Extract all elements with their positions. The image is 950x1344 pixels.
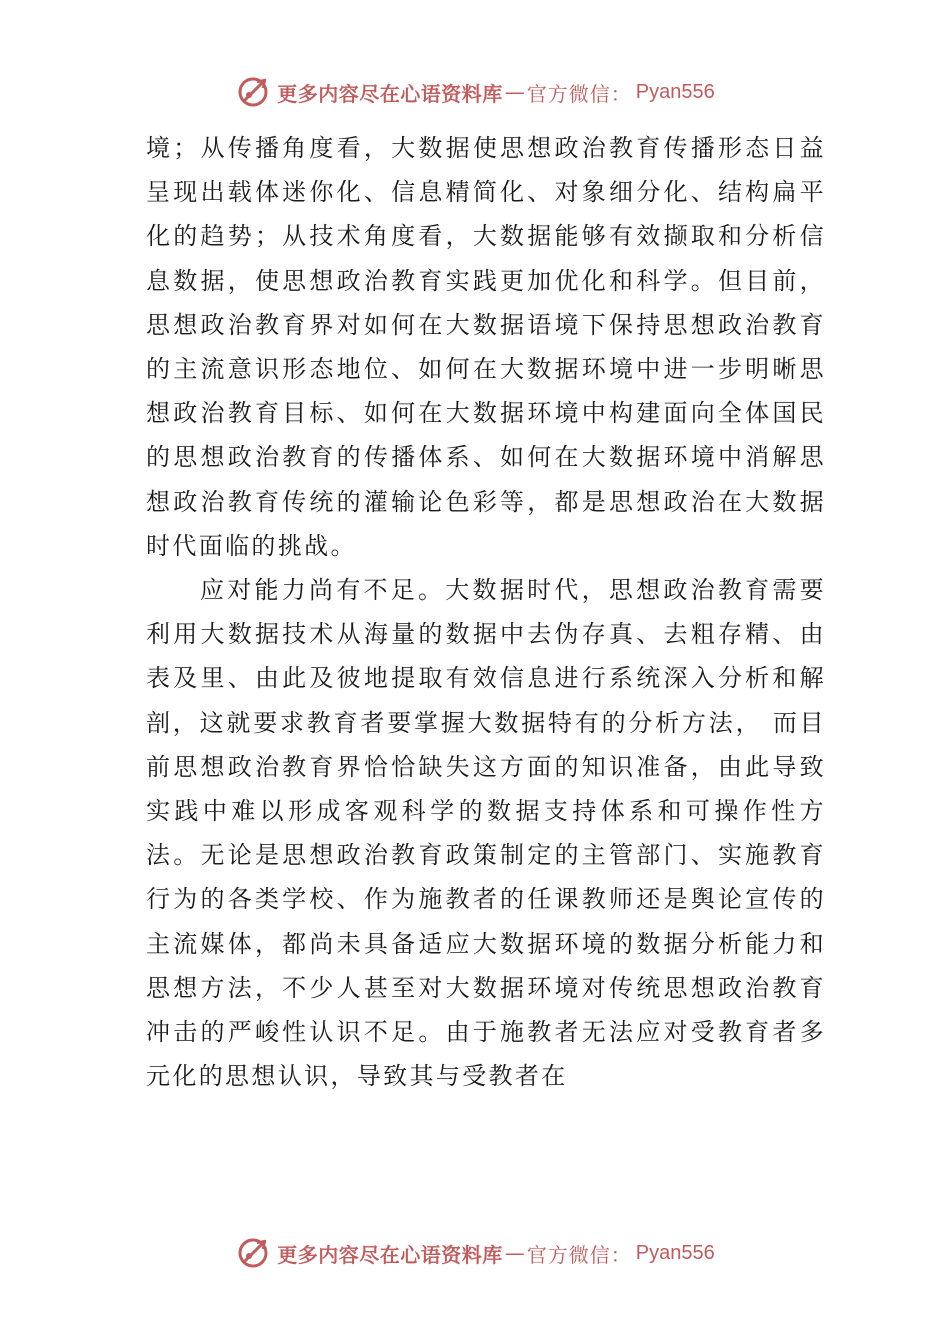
header-wechat-label: 官方微信： bbox=[526, 81, 632, 106]
header-banner bbox=[0, 70, 950, 114]
paragraph-2: 应对能力尚有不足。大数据时代，思想政治教育需要利用大数据技术从海量的数据中去伪存真、去粗存精、由表及里、由此及彼地提取有效信息进行系统深入分析和解剖，这就要求教育者要掌握大数据特有的分析方法， 而目前思想政治教育界恰恰缺失这方面的知识准备，由此导致实践中难以形成客观科学的数据支持体系和可操作性方法。无论是思想政治教育政策制定的主管部门、实施教育行为的各类学校、作为施教者的任课教师还是舆论宣传的主流媒体，都尚未具备适应大数据环境的数据分析能力和思想方法，不少人甚至对大数据环境对传统思想政治教育冲击的严峻性认识不足。由于施教者无法应对受教育者多元化的思想认识，导致其与受教者在 bbox=[146, 576, 826, 1091]
footer-banner bbox=[0, 1231, 950, 1275]
header-wechat-id: Pyan556 bbox=[635, 80, 715, 103]
header-brand-text: 更多内容尽在心语资料库 bbox=[277, 81, 503, 106]
footer-separator: — bbox=[504, 1241, 525, 1265]
brand-logo-icon bbox=[235, 74, 271, 110]
footer-brand-text: 更多内容尽在心语资料库 bbox=[277, 1242, 503, 1267]
footer-wechat-label: 官方微信： bbox=[526, 1242, 632, 1267]
brand-logo-icon bbox=[235, 1235, 271, 1271]
header-separator: — bbox=[504, 80, 525, 104]
paragraph-1: 境；从传播角度看，大数据使思想政治教育传播形态日益呈现出载体迷你化、信息精简化、对象细分化、结构扁平化的趋势；从技术角度看，大数据能够有效撷取和分析信息数据，使思想政治教育实践更加优化和科学。但目前，思想政治教育界对如何在大数据语境下保持思想政治教育的主流意识形态地位、如何在大数据环境中进一步明晰思想政治教育目标、如何在大数据环境中构建面向全体国民的思想政治教育的传播体系、如何在大数据环境中消解思想政治教育传统的灌输论色彩等，都是思想政治在大数据时代面临的挑战。 bbox=[146, 134, 826, 560]
footer-wechat-id: Pyan556 bbox=[635, 1241, 715, 1264]
document-body bbox=[146, 126, 826, 1098]
